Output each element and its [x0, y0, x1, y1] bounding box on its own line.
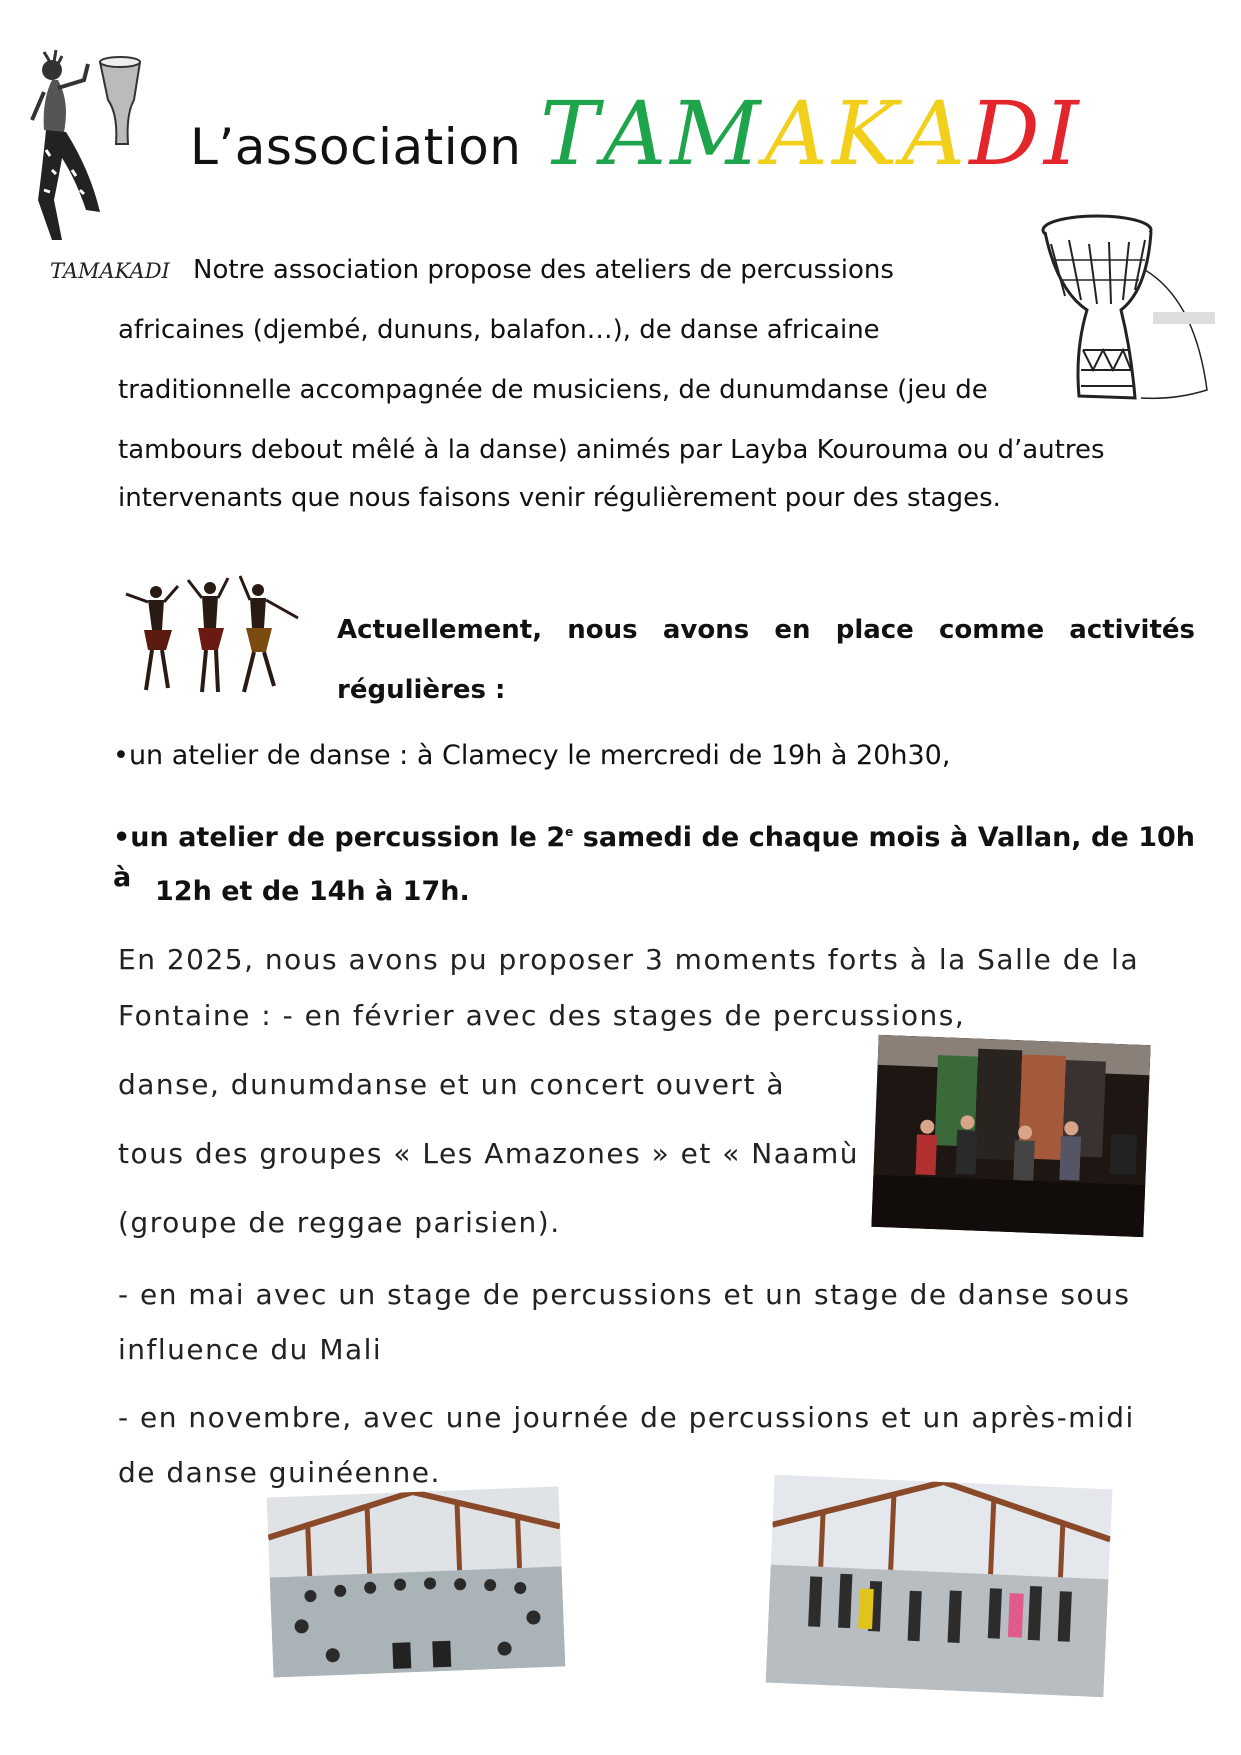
dancers-illustration [118, 570, 308, 700]
activity-percussion-text-2: samedi de chaque mois à Vallan, de 10h à [113, 822, 1195, 893]
brand-letter: A [602, 82, 671, 185]
title-prefix: L’association [190, 118, 522, 176]
intro-line: traditionnelle accompagnée de musiciens, de dunumdanse (jeu de [118, 375, 988, 405]
intro-line: tambours debout mêlé à la danse) animés par Layba Kourouma ou d’autres [118, 435, 1105, 465]
brand-letter: A [764, 82, 832, 185]
brand-letter: D [969, 82, 1044, 185]
drum-workshop-photo [267, 1486, 566, 1677]
intro-line: Notre association propose des ateliers de percussions [193, 255, 894, 285]
events-2025-line: (groupe de reggae parisien). [118, 1206, 561, 1239]
events-2025-line: - en mai avec un stage de percussions et un stage de danse sous [118, 1278, 1131, 1311]
events-2025-line: danse, dunumdanse et un concert ouvert à [118, 1068, 785, 1101]
activity-percussion-cont: 12h et de 14h à 17h. [155, 876, 470, 907]
activity-dance-item [113, 736, 950, 776]
activity-dance-text: un atelier de danse : à Clamecy le mercredi de 19h à 20h30, [128, 740, 951, 771]
events-2025-line: En 2025, nous avons pu proposer 3 moments forts à la Salle de la [118, 943, 1140, 976]
events-2025-line: Fontaine : - en février avec des stages de percussions, [118, 999, 966, 1032]
brand-letter: M [670, 82, 765, 185]
events-2025-line: de danse guinéenne. [118, 1456, 441, 1489]
events-2025-line: influence du Mali [118, 1333, 383, 1366]
bullet-icon: • [113, 822, 131, 853]
title-brand [540, 82, 1083, 185]
logo-text: TAMAKADI [50, 259, 170, 283]
activities-heading-cont: régulières : [337, 675, 506, 705]
concert-photo [871, 1035, 1150, 1237]
events-2025-line: tous des groupes « Les Amazones » et « Naamù [118, 1137, 860, 1170]
brand-letter: I [1043, 82, 1083, 185]
intro-line: intervenants que nous faisons venir régulièrement pour des stages. [118, 483, 1001, 513]
events-2025-line: - en novembre, avec une journée de percussions et un après-midi [118, 1401, 1135, 1434]
dance-workshop-photo [766, 1475, 1113, 1698]
brand-letter: T [540, 82, 603, 185]
brand-letter: K [831, 82, 902, 185]
intro-line: africaines (djembé, dununs, balafon…), de danse africaine [118, 315, 880, 345]
activities-heading: Actuellement, nous avons en place comme activités [337, 615, 1195, 645]
tamakadi-logo [22, 40, 172, 290]
ordinal-suffix: e [565, 825, 574, 839]
activity-percussion-text: un atelier de percussion le 2 [130, 822, 566, 853]
djembe-drum-illustration [1035, 200, 1215, 410]
bullet-icon: • [113, 740, 129, 771]
brand-letter: A [901, 82, 970, 185]
